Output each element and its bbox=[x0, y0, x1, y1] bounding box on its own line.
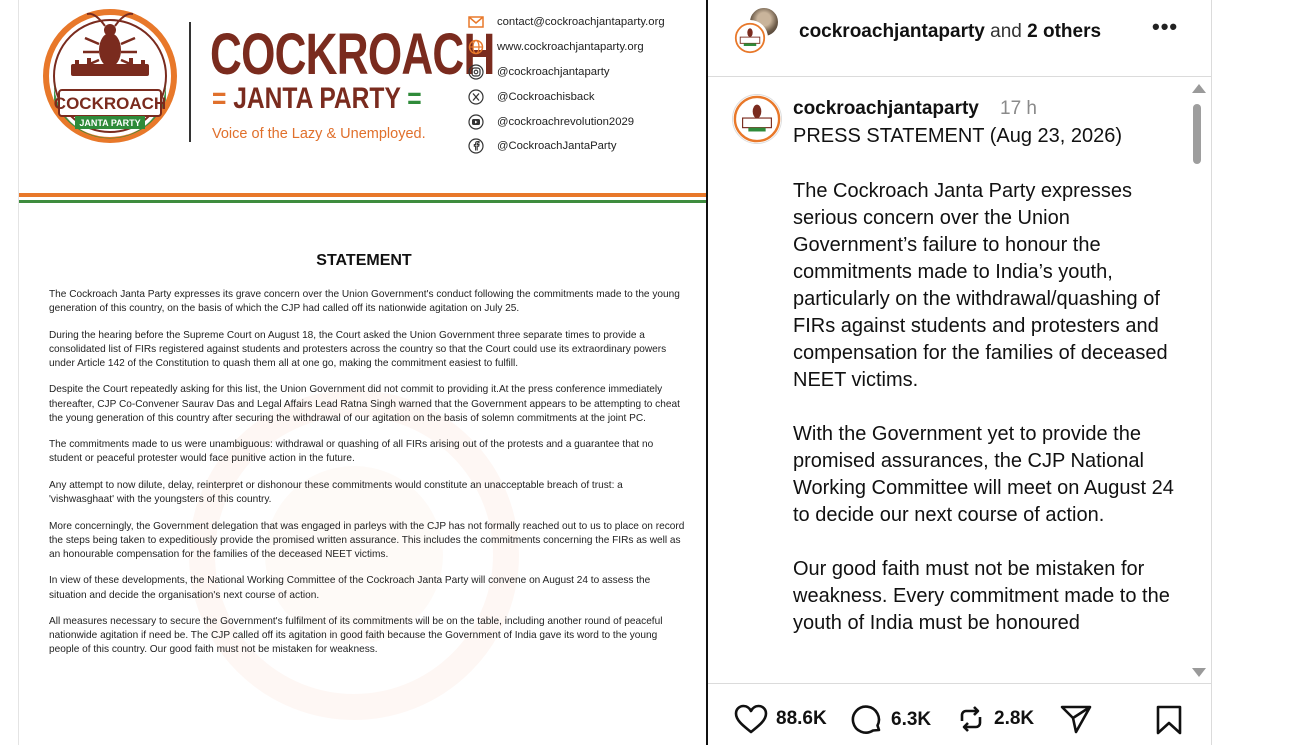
caption-username-link[interactable]: cockroachjantaparty bbox=[793, 98, 979, 119]
brand-title: COCKROACH bbox=[210, 22, 495, 87]
caption-paragraph: With the Government yet to provide the promised assurances, the CJP National Working Committee will meet on August 24 to decide our next course of action. bbox=[793, 423, 1174, 526]
brand-subtitle: = JANTA PARTY = bbox=[212, 82, 422, 115]
statement-paragraph: During the hearing before the Supreme Court on August 18, the Court asked the Union Government three separate times to provide a consolidated list of FIRs registered against students and protesters across the country so that the Court could use its extraordinary powers under Article 142 of the Constitution to quash them all at one go, making the commitment easiest to fulfill. bbox=[49, 329, 667, 369]
facebook-icon bbox=[467, 137, 485, 155]
comment-button[interactable] bbox=[851, 704, 931, 736]
avatar[interactable] bbox=[732, 20, 768, 56]
statement-paragraph: Any attempt to now dilute, delay, reinterpret or dishonour these commitments would constitute an unacceptable breach of trust: a 'vishwasghaat' with the youngsters of this country. bbox=[49, 479, 623, 506]
caption-heading: PRESS STATEMENT (Aug 23, 2026) bbox=[793, 125, 1123, 147]
statement-paragraph: In view of these developments, the National Working Committee of the Cockroach Janta Party will convene on August 24 to assess the situation and decide the organisation's next course of action. bbox=[49, 575, 651, 601]
contact-instagram bbox=[467, 60, 665, 85]
statement-paragraph: Despite the Court repeatedly asking for this list, the Union Government did not commit to providing it.At the press conference immediately thereafter, CJP Co-Convener Saurav Das and Legal Affairs Lead Ratna Singh warned that the Government appears to be attempting to cheat the young generation of this country after securing the withdrawal of our agitation on the basis of solemn commitments at the joint PC. bbox=[49, 384, 680, 424]
contact-text: @cockroachjantaparty bbox=[497, 65, 610, 78]
caption-scroll-area[interactable] bbox=[708, 78, 1212, 683]
svg-text:JANTA PARTY: JANTA PARTY bbox=[79, 118, 141, 128]
repost-icon[interactable] bbox=[956, 704, 986, 734]
contact-text: contact@cockroachjantaparty.org bbox=[497, 16, 665, 29]
green-rule bbox=[19, 200, 708, 203]
others-link[interactable]: 2 others bbox=[1027, 21, 1102, 42]
youtube-icon bbox=[467, 113, 485, 131]
post-actions-bar bbox=[708, 683, 1212, 745]
avatar[interactable] bbox=[732, 94, 782, 144]
statement-body bbox=[49, 288, 687, 670]
share-icon[interactable] bbox=[1060, 704, 1092, 734]
repost-button[interactable] bbox=[956, 704, 1034, 734]
x-icon bbox=[467, 88, 485, 106]
party-logo bbox=[41, 4, 179, 150]
globe-icon bbox=[467, 38, 485, 56]
comment-count[interactable]: 6.3K bbox=[891, 709, 932, 730]
scrollbar[interactable] bbox=[1188, 82, 1206, 682]
post-header bbox=[708, 0, 1212, 77]
scrollbar-thumb[interactable] bbox=[1193, 104, 1201, 164]
contact-text: www.cockroachjantaparty.org bbox=[497, 41, 644, 54]
comment-icon[interactable] bbox=[851, 704, 883, 736]
brand-tagline: Voice of the Lazy & Unemployed. bbox=[212, 126, 426, 142]
statement-paragraph: All measures necessary to secure the Government's fulfilment of its commitments will be on the table, including another round of peaceful nationwide agitation if need be. The CJP called off its agitation in good faith because the Government of India gave its word to the young people of this country. Our good faith must not be mistaken for weakness. bbox=[49, 616, 663, 656]
heart-icon[interactable] bbox=[734, 704, 768, 734]
statement-title: STATEMENT bbox=[316, 252, 412, 269]
scroll-up-arrow-icon[interactable] bbox=[1192, 84, 1206, 93]
caption-paragraph: Our good faith must not be mistaken for weakness. Every commitment made to the youth of India must be honoured bbox=[793, 558, 1170, 634]
like-count[interactable]: 88.6K bbox=[776, 708, 827, 729]
contact-text: @Cockroachisback bbox=[497, 90, 595, 103]
bookmark-icon[interactable] bbox=[1155, 704, 1183, 736]
contact-text: @cockroachrevolution2029 bbox=[497, 115, 635, 128]
contact-website bbox=[467, 35, 665, 60]
mail-icon bbox=[467, 13, 485, 31]
author-and: and bbox=[990, 21, 1022, 42]
save-button[interactable] bbox=[1155, 704, 1183, 736]
post-timestamp[interactable]: 17 h bbox=[1000, 98, 1037, 119]
header-divider bbox=[189, 22, 191, 142]
post-panel bbox=[708, 0, 1212, 745]
caption-paragraph: The Cockroach Janta Party expresses serious concern over the Union Government’s failure to honour the commitments made to India’s youth, particularly on the withdrawal/quashing of FIRs against students and protesters and compensation for the families of deceased NEET victims. bbox=[793, 180, 1168, 391]
contact-email bbox=[467, 10, 665, 35]
like-button[interactable] bbox=[734, 704, 827, 734]
instagram-icon bbox=[467, 63, 485, 81]
post-author-line bbox=[799, 21, 1101, 43]
more-options-button[interactable]: ••• bbox=[1152, 14, 1179, 39]
collab-avatars[interactable] bbox=[732, 6, 782, 58]
contact-list bbox=[467, 10, 665, 159]
author-username-link[interactable]: cockroachjantaparty bbox=[799, 21, 985, 42]
statement-paragraph: More concerningly, the Government delegation that was engaged in parleys with the CJP has not formally reached out to us to place on record the steps being taken to expeditiously provide the promised written assurance. This includes the commitments concerning the FIRs as well as an honourable compensation for the families of the deceased NEET victims. bbox=[49, 520, 685, 560]
contact-youtube bbox=[467, 109, 665, 134]
contact-text: @CockroachJantaParty bbox=[497, 140, 617, 153]
saffron-rule bbox=[19, 193, 708, 197]
scroll-down-arrow-icon[interactable] bbox=[1192, 668, 1206, 677]
statement-paragraph: The Cockroach Janta Party expresses its grave concern over the Union Government's conduct following the commitments made to the young generation of this country, on the basis of which the CJP had called off its nationwide agitation on July 25. bbox=[49, 289, 680, 315]
repost-count[interactable]: 2.8K bbox=[994, 708, 1035, 729]
statement-image bbox=[18, 0, 708, 745]
svg-text:COCKROACH: COCKROACH bbox=[53, 94, 167, 113]
share-button[interactable] bbox=[1060, 704, 1092, 734]
contact-facebook bbox=[467, 134, 665, 159]
statement-paragraph: The commitments made to us were unambiguous: withdrawal or quashing of all FIRs arising out of the protests and a guarantee that no student or peaceful protester would face punitive action in the future. bbox=[49, 439, 654, 465]
contact-x bbox=[467, 84, 665, 109]
caption-body bbox=[793, 178, 1178, 664]
